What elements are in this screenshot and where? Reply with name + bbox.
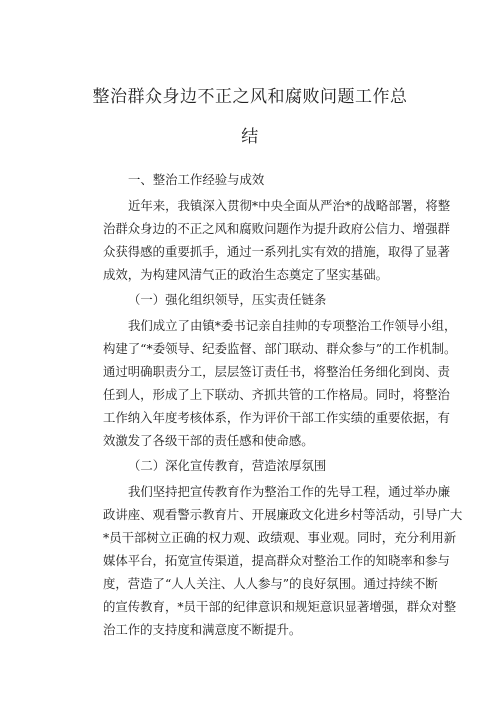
paragraph-2-line: 通过明确职责分工，层层签订责任书，将整治任务细化到岗、责 (103, 364, 450, 379)
paragraph-3-line: 治工作的支持度和满意度不断提升。 (103, 622, 302, 637)
paragraph-3-line: *员干部树立正确的权力观、政绩观、事业观。同时，充分利用新 (103, 530, 457, 545)
paragraph-3-line: 政讲座、观看警示教育片、开展廉政文化进乡村等活动，引导广大 (103, 507, 463, 522)
subsection-2-heading: （二）深化宣传教育，营造浓厚氛围 (128, 458, 327, 473)
paragraph-2-line: 任到人，形成了上下联动、齐抓共管的工作格局。同时，将整治 (103, 387, 450, 402)
paragraph-2-line: 我们成立了由镇*委书记亲自挂帅的专项整治工作领导小组， (128, 318, 457, 333)
section-1-heading: 一、整治工作经验与成效 (128, 172, 265, 187)
paragraph-3-line: 媒体平台，拓宽宣传渠道，提高群众对整治工作的知晓率和参与 (103, 553, 450, 568)
paragraph-2-line: 效激发了各级干部的责任感和使命感。 (103, 433, 314, 448)
paragraph-3-line: 我们坚持把宣传教育作为整治工作的先导工程，通过举办廉 (128, 484, 451, 499)
document-title-line-1: 整治群众身边不正之风和腐败问题工作总 (92, 87, 408, 107)
paragraph-2-line: 工作纳入年度考核体系，作为评价干部工作实绩的重要依据，有 (103, 410, 450, 425)
paragraph-1-line: 治群众身边的不正之风和腐败问题作为提升政府公信力、增强群 (103, 221, 450, 236)
paragraph-3-line: 度，营造了“人人关注、人人参与”的良好氛围。通过持续不断 (103, 576, 438, 591)
paragraph-1-line: 成效，为构建风清气正的政治生态奠定了坚实基础。 (103, 267, 388, 282)
paragraph-2-line: 构建了“*委领导、纪委监督、部门联动、群众参与”的工作机制。 (103, 341, 457, 356)
paragraph-1-line: 众获得感的重要抓手，通过一系列扎实有效的措施，取得了显著 (103, 244, 450, 259)
subsection-1-heading: （一）强化组织领导，压实责任链条 (128, 292, 327, 307)
document-title-line-2: 结 (241, 127, 259, 147)
paragraph-1-line: 近年来，我镇深入贯彻*中央全面从严治*的战略部署，将整 (128, 198, 451, 213)
paragraph-3-line: 的宣传教育，*员干部的纪律意识和规矩意识显著增强，群众对整 (103, 599, 457, 614)
